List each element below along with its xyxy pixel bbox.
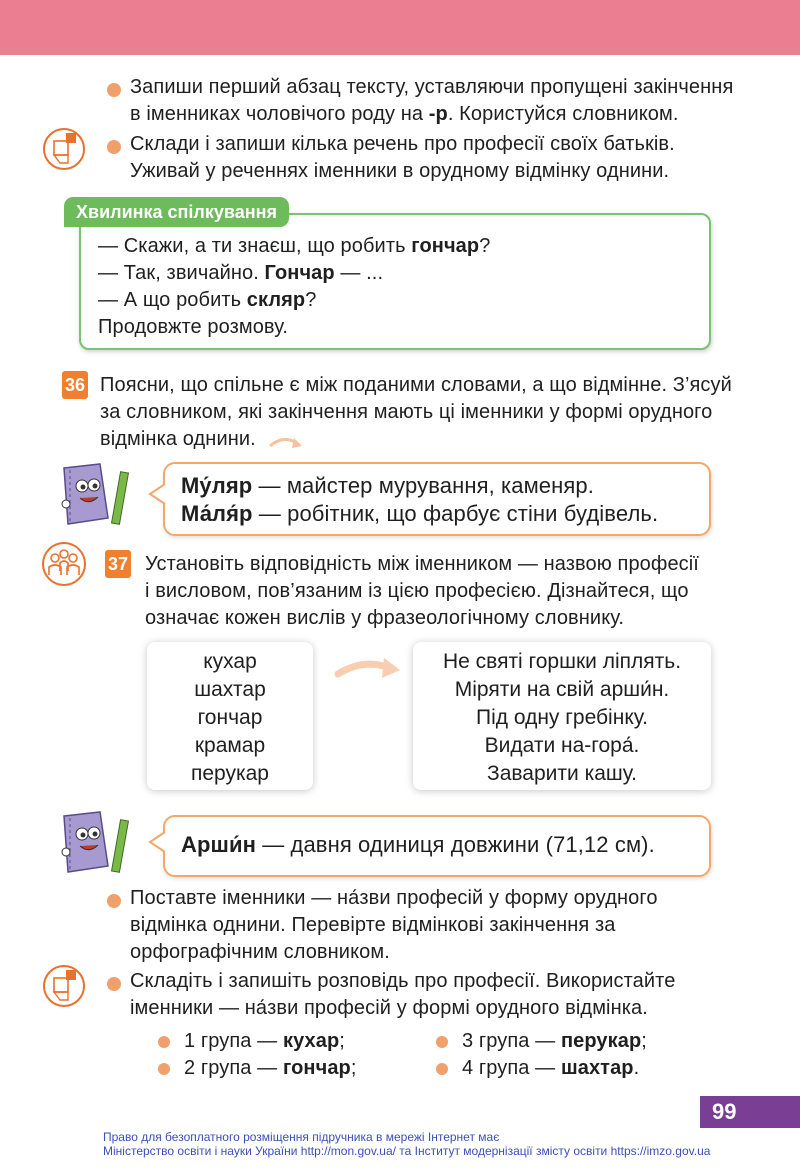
dialogue-line4: Продовжте розмову. <box>98 316 288 338</box>
puzzle-task-icon <box>40 964 88 1008</box>
group-work-icon <box>40 541 88 587</box>
profession-item: перукар <box>190 762 269 785</box>
intro-bullet2-line1: Склади і запиши кілька речень про професії своїх батьків. <box>130 133 675 155</box>
phrase-item: Заварити кашу. <box>487 762 637 785</box>
professions-card <box>147 642 313 790</box>
group-3: 3 група — перукар; <box>462 1030 647 1052</box>
ex36-line1: Поясни, що спільне є між поданими словами, а що відмінне. З’ясуй <box>100 374 732 396</box>
intro-bullet2-line2: Уживай у реченнях іменники в орудному відмінку однини. <box>130 160 670 182</box>
task-bullet1-line3: орфографічним словником. <box>130 941 390 963</box>
footer-line1: Право для безоплатного розміщення підручника в мережі Інтернет має <box>103 1130 500 1144</box>
group-1: 1 група — кухар; <box>184 1030 345 1052</box>
profession-item: кухар <box>203 650 257 673</box>
matching-arrow-icon <box>334 654 404 686</box>
group-2: 2 група — гончар; <box>184 1057 357 1079</box>
notebook-mascot-icon <box>52 460 140 530</box>
ex37-line1: Установіть відповідність між іменником — назвою професії <box>145 553 699 575</box>
profession-item: шахтар <box>194 678 266 701</box>
group-4: 4 група — шахтар. <box>462 1057 640 1079</box>
bullet-dot <box>158 1036 170 1048</box>
bullet-dot <box>436 1063 448 1075</box>
phrases-card <box>413 642 711 790</box>
definition-muliar: Му́ляр — майстер мурування, каменяр. <box>181 473 594 498</box>
dialogue-line1: — Скажи, а ти знаєш, що робить гончар? <box>98 235 491 257</box>
arrow-icon <box>268 432 306 454</box>
bullet-dot <box>107 140 121 154</box>
profession-item: гончар <box>197 706 263 729</box>
page-number: 99 <box>700 1096 800 1128</box>
bullet-dot <box>107 83 121 97</box>
task-bullet1-line1: Поставте іменники — на́зви професій у форму орудного <box>130 887 658 909</box>
notebook-mascot-icon <box>52 808 140 878</box>
phrase-item: Під одну гребінку. <box>476 706 648 729</box>
ex37-line2: і висловом, пов’язаним із цією професією. Дізнайтеся, що <box>145 580 689 602</box>
definition-maliar: Ма́ля́р — робітник, що фарбує стіни будівель. <box>181 501 659 526</box>
phrase-item: Видати на-гора́. <box>484 734 640 757</box>
bullet-dot <box>158 1063 170 1075</box>
bullet-dot <box>107 977 121 991</box>
profession-item: крамар <box>194 734 266 757</box>
definition-arshyn: Арши́н — давня одиниця довжини (71,12 см). <box>181 832 655 857</box>
speech-pointer <box>148 830 166 854</box>
task-bullet2-line1: Складіть і запишіть розповідь про професії. Використайте <box>130 970 676 992</box>
intro-bullet1-line2: в іменниках чоловічого роду на -р. Користуйся словником. <box>130 103 679 125</box>
ex37-line3: означає кожен вислів у фразеологічному словнику. <box>145 607 625 629</box>
dialogue-line2: — Так, звичайно. Гончар — ... <box>98 262 384 284</box>
speech-pointer <box>148 482 166 506</box>
puzzle-task-icon <box>40 127 88 171</box>
exercise-number-37: 37 <box>105 550 131 578</box>
exercise-number-36: 36 <box>62 371 88 399</box>
dialogue-title: Хвилинка спілкування <box>64 197 289 227</box>
phrase-item: Міряти на свій арши́н. <box>454 678 670 701</box>
top-banner <box>0 0 800 55</box>
ex36-line2: за словником, які закінчення мають ці іменники у формі орудного <box>100 401 713 423</box>
bullet-dot <box>436 1036 448 1048</box>
task-bullet2-line2: іменники — на́зви професій у формі орудного відмінка. <box>130 997 648 1019</box>
bullet-dot <box>107 894 121 908</box>
phrase-item: Не святі горшки ліплять. <box>442 650 682 673</box>
task-bullet1-line2: відмінка однини. Перевірте відмінкові закінчення за <box>130 914 616 936</box>
dialogue-line3: — А що робить скляр? <box>98 289 317 311</box>
intro-bullet1-line1: Запиши перший абзац тексту, уставляючи пропущені закінчення <box>130 76 734 98</box>
ex36-line3: відмінка однини. <box>100 428 256 450</box>
footer-line2: Міністерство освіти і науки України http://mon.gov.ua/ та Інститут модернізації змісту освіти https://imzo.gov.ua <box>103 1144 711 1158</box>
